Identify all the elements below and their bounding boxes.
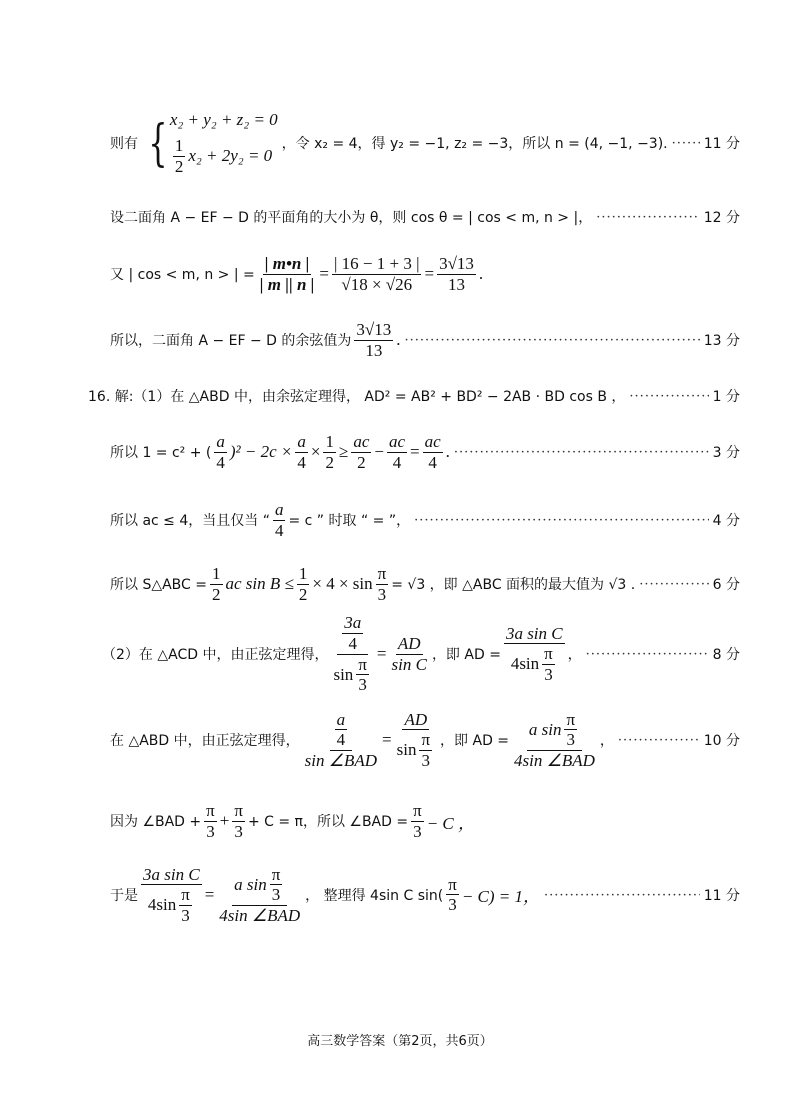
line-6-prefix: 所以 1 = c² + (	[110, 445, 212, 461]
score-12: 12 分	[703, 210, 740, 226]
line-12: 于是 3a sin C 4sin $\frac{\pi}{3}$ = a sin $\frac{\pi}{3}$ 4sin ∠BAD ， 整理得 4sin C sin( $\frac{\pi}{3}$ − C) = 1， ····· 11 分	[110, 855, 740, 935]
leader-dots	[405, 333, 700, 348]
line-1	[110, 108, 740, 178]
line-10: 在 △ABD 中，由正弦定理得， $\frac{\frac{a}{4}}{\text{sin ∠BAD}}$ = AD sin $\frac{\pi}{3}$ ，即 AD = a sin $\frac{\pi}{3}$ 4sin ∠BAD ， ····· 10 分	[110, 700, 740, 780]
leader-dots	[639, 577, 708, 592]
equation-system	[142, 110, 278, 176]
line-6: 所以 1 = c² + ( $\frac{a}{4}$ )² − 2c × $\frac{a}{4}$ × $\frac{1}{2}$ ≥ $\frac{ac}{2}$ − $\frac{ac}{4}$ = $\frac{ac}{4}$ . ····· 3 分	[110, 426, 740, 478]
line-9-prefix: （2）在 △ACD 中，由正弦定理得，	[102, 647, 329, 663]
score-13: 13 分	[703, 333, 740, 349]
line-2	[110, 202, 740, 232]
leader-dots	[586, 647, 709, 662]
line-12-prefix: 于是	[110, 887, 138, 904]
page-footer: 高三数学答案（第2页，共6页）	[307, 1034, 493, 1049]
score-10: 10 分	[703, 733, 740, 749]
score-11b: 11 分	[703, 888, 740, 904]
leader-dots	[544, 888, 700, 903]
line-4-tail: .	[396, 330, 401, 349]
line-11: 因为 ∠BAD + $\frac{\pi}{3}$ + $\frac{\pi}{3}$ + C = π，所以 ∠BAD = $\frac{\pi}{3}$ − C ，	[110, 800, 476, 841]
brace-symbol: {	[148, 114, 168, 172]
line-1-prefix: 则有	[110, 136, 138, 152]
score-8: 8 分	[712, 647, 740, 663]
line-7-prefix: 所以 ac ≤ 4，当且仅当 “	[110, 513, 270, 529]
frac-mn: $\frac{| m•n |}{| m || n |}$	[259, 253, 315, 294]
frac-half: $\frac{1}{2}$	[174, 135, 184, 176]
line-10-prefix: 在 △ABD 中，由正弦定理得，	[110, 732, 300, 749]
line-3: 又 | cos < m, n > | = $\frac{| m•n |}{| m || n |}$ = $\frac{| 16 - 1 + 3 |}{√18 \times √26}$ = $\frac{3√13}{13}$ .	[110, 253, 484, 294]
line-11-prefix: 因为 ∠BAD +	[110, 814, 202, 830]
frac-values: $\frac{| 16 - 1 + 3 |}{√18 \times √26}$	[334, 253, 420, 294]
line-7-tail: = c ” 时取 “ = ”，	[288, 513, 411, 529]
leader-dots	[672, 136, 700, 151]
score-4: 4 分	[712, 513, 740, 529]
line-8-prefix: 所以 S△ABC =	[110, 577, 207, 593]
leader-dots	[596, 210, 700, 225]
line-3-tail: .	[478, 264, 484, 283]
frac-3a4-over-sin: $\frac{3a}{4}$ sin $\frac{\pi}{3}$	[333, 613, 367, 695]
line-5-text: 16. 解:（1）在 △ABD 中，由余弦定理得， AD² = AB² + BD² − 2AB · BD cos B ，	[88, 389, 626, 405]
system-eq-2: x₂ + 2y₂ = 0	[188, 146, 273, 165]
frac-result: $\frac{3√13}{13}$	[439, 253, 474, 294]
line-4-prefix: 所以，二面角 A − EF − D 的余弦值为	[110, 333, 352, 349]
score-3: 3 分	[712, 445, 740, 461]
line-7: 所以 ac ≤ 4，当且仅当 “ $\frac{a}{4}$ = c ” 时取 “ = ”， ····· 4 分	[110, 494, 740, 546]
line-1-text: ，令 x₂ = 4，得 y₂ = −1, z₂ = −3，所以 n = (4, −1, −3).	[281, 136, 668, 152]
line-8: 所以 S△ABC = $\frac{1}{2}$ ac sin B ≤ $\frac{1}{2}$ × 4 × sin $\frac{\pi}{3}$ = √3 ，即 △ABC 面积的最大值为 √3 . ····· 6 分	[110, 558, 740, 610]
score-6: 6 分	[712, 577, 740, 593]
line-2-text: 设二面角 A − EF − D 的平面角的大小为 θ，则 cos θ = | cos < m, n > |，	[110, 210, 593, 226]
system-eq-1: x₂ + y₂ + z₂ = 0	[169, 109, 278, 129]
leader-dots	[629, 389, 708, 404]
line-3-prefix: 又 | cos < m, n > | =	[110, 267, 255, 283]
leader-dots	[454, 445, 709, 460]
score-11: 11 分	[703, 136, 740, 152]
line-4	[110, 314, 740, 366]
score-1: 1 分	[712, 389, 740, 405]
frac-cosine: $\frac{3√13}{13}$	[356, 319, 392, 360]
line-8-tail: = √3 ，即 △ABC 面积的最大值为 √3 .	[391, 577, 636, 593]
leader-dots	[414, 513, 709, 528]
leader-dots	[618, 733, 700, 748]
line-5	[88, 381, 740, 411]
line-9: （2）在 △ACD 中，由正弦定理得， $\frac{3a}{4}$ sin $\frac{\pi}{3}$ = $\frac{AD}{\text{sin C}}$ ，即 AD = 3a sin C 4sin $\frac{\pi}{3}$ ， ····· 8 分	[102, 614, 740, 694]
